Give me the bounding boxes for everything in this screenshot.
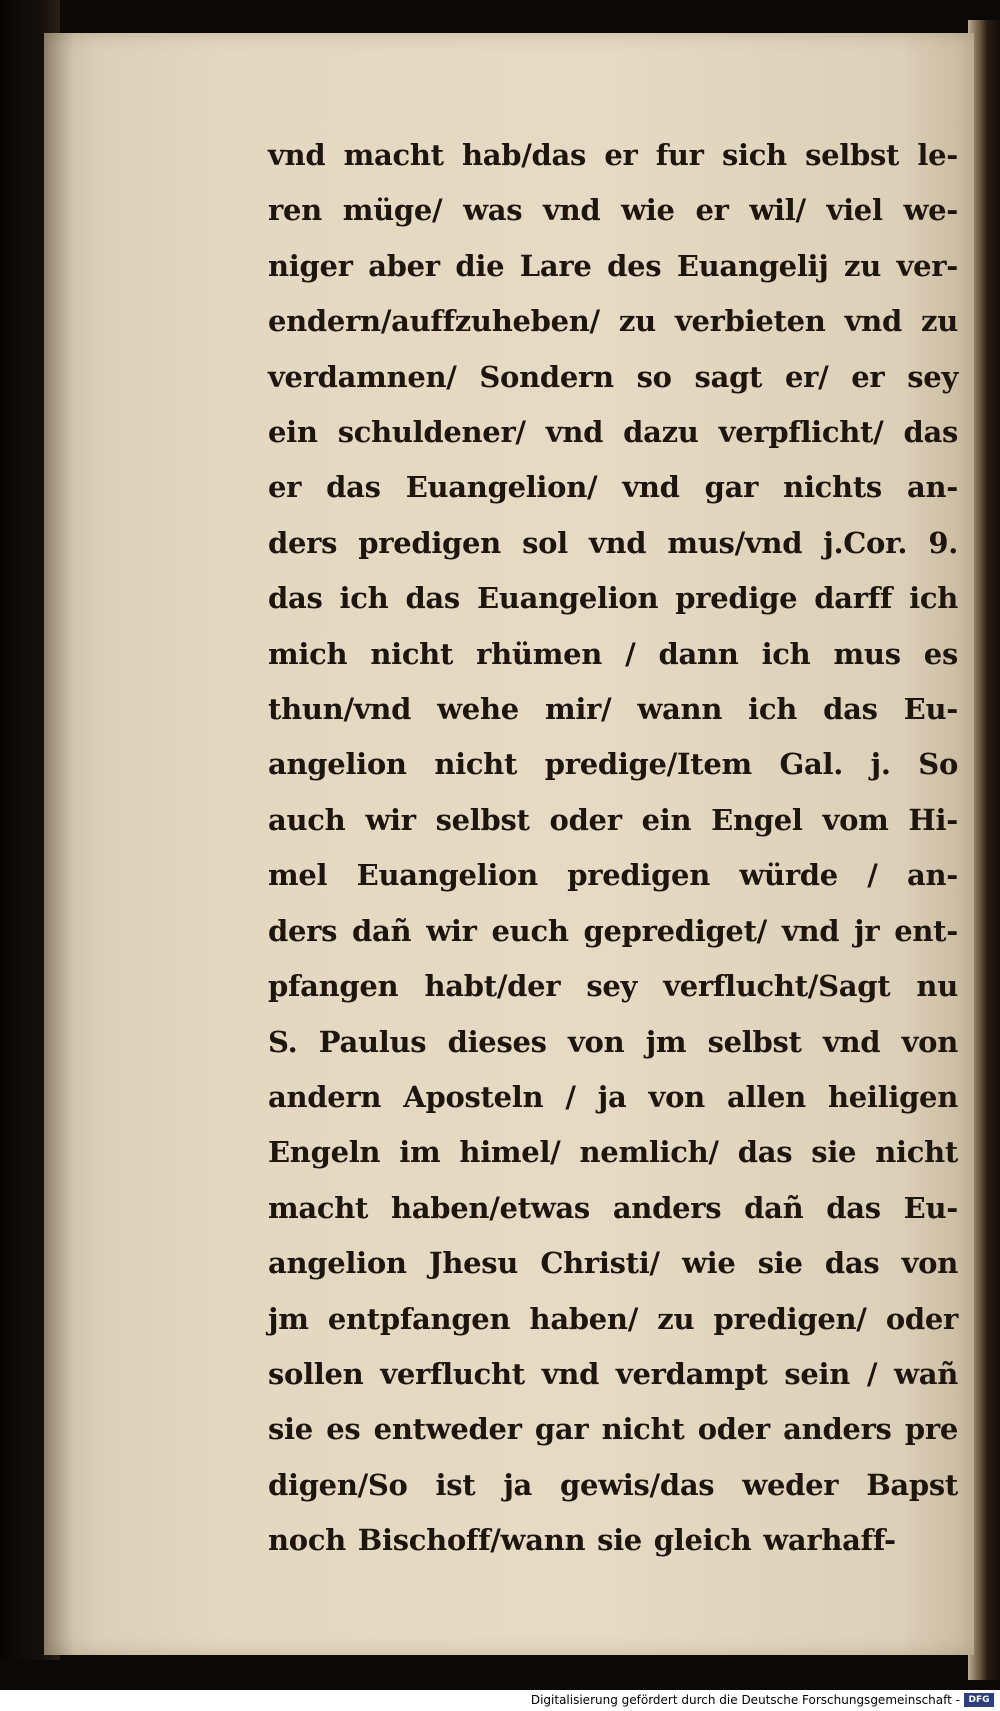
- body-text: [268, 128, 958, 1569]
- text-line: digen/So ist ja gewis/das weder Bapst: [268, 1467, 958, 1502]
- text-line: sie es entweder gar nicht oder anders pre: [268, 1412, 958, 1447]
- text-line: Engeln im himel/ nemlich/ das sie nicht: [268, 1135, 958, 1170]
- text-line: mel Euangelion predigen würde / an-: [268, 858, 958, 893]
- page-gutter-shadow: [44, 33, 74, 1655]
- text-line: er das Euangelion/ vnd gar nichts an-: [268, 470, 958, 505]
- text-line: mich nicht rhümen / dann ich mus es: [268, 636, 958, 671]
- text-line: das ich das Euangelion predige darff ich: [268, 581, 958, 616]
- text-line: niger aber die Lare des Euangelij zu ver-: [268, 248, 958, 283]
- text-line: ders predigen sol vnd mus/vnd j.Cor. 9.: [268, 525, 958, 560]
- text-line: pfangen habt/der sey verflucht/Sagt nu: [268, 969, 958, 1004]
- text-line: angelion Jhesu Christi/ wie sie das von: [268, 1246, 958, 1281]
- text-line: sollen verflucht vnd verdampt sein / wañ: [268, 1356, 958, 1391]
- text-line: endern/auffzuheben/ zu verbieten vnd zu: [268, 304, 958, 339]
- text-line: jm entpfangen haben/ zu predigen/ oder: [268, 1301, 958, 1336]
- text-line: vnd macht hab/das er fur sich selbst le-: [268, 138, 958, 172]
- text-line: ein schuldener/ vnd dazu verpflicht/ das: [268, 415, 958, 450]
- text-line: andern Aposteln / ja von allen heiligen: [268, 1079, 958, 1114]
- text-line: noch Bischoff/wann sie gleich warhaff-: [268, 1523, 896, 1558]
- dfg-logo-icon: DFG: [964, 1693, 994, 1707]
- text-line: S. Paulus dieses von jm selbst vnd von: [268, 1024, 958, 1059]
- text-line: angelion nicht predige/Item Gal. j. So: [268, 747, 958, 782]
- funding-credit: Digitalisierung gefördert durch die Deutsche Forschungsgemeinschaft -: [530, 1693, 960, 1707]
- text-line: macht haben/etwas anders dañ das Eu-: [268, 1190, 958, 1225]
- text-line: ders dañ wir euch geprediget/ vnd jr ent-: [268, 913, 958, 948]
- text-line: thun/vnd wehe mir/ wann ich das Eu-: [268, 692, 958, 727]
- text-line: auch wir selbst oder ein Engel vom Hi-: [268, 802, 958, 837]
- text-line: verdamnen/ Sondern so sagt er/ er sey: [268, 359, 958, 394]
- text-line: ren müge/ was vnd wie er wil/ viel we-: [268, 193, 958, 228]
- footer-bar: [0, 1690, 1000, 1711]
